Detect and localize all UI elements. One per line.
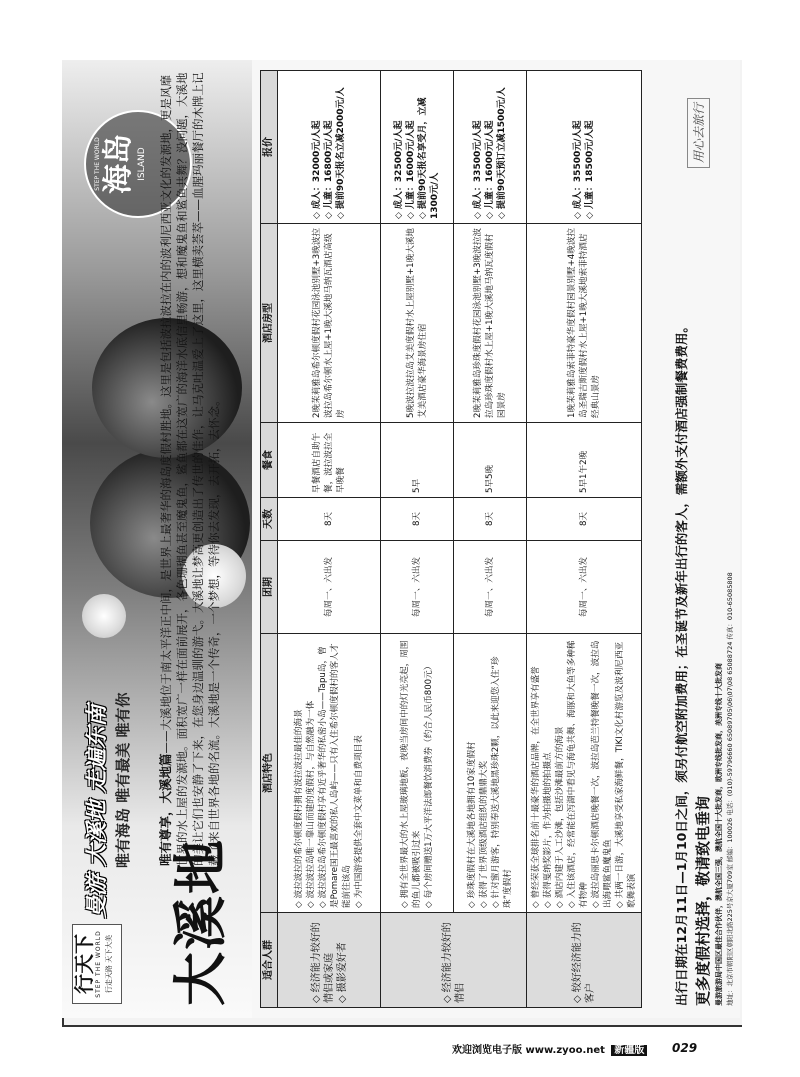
diamond-icon: ◇	[573, 212, 583, 219]
price-cell	[278, 71, 381, 224]
meals-cell: 早餐酒店自助午餐，波拉波拉全早晚餐	[278, 423, 381, 498]
schedule-cell: 每周一、六出发	[278, 541, 381, 634]
price-item: ◇提前90天报名立减2000元/人	[336, 87, 346, 219]
diamond-icon: ◇	[406, 212, 416, 219]
feature-item: ◇曾经荣获全球排名前十最豪华的酒店品牌，在全世界享有盛誉	[531, 666, 541, 908]
price-cell	[527, 71, 642, 224]
diamond-icon: ◇	[555, 901, 565, 908]
diamond-icon: ◇	[400, 901, 410, 908]
price-item: ◇成人：35500元/人起	[573, 120, 583, 219]
suit-cell	[278, 913, 381, 1008]
feature-item: ◇波拉波拉岛唯一靠山而建的度假村，与自然融为一体	[306, 700, 316, 908]
feature-item: ◇获得戛纳奖影片，作为拍摄地的拍摄点	[543, 752, 553, 908]
feature-item: ◇珍珠度假村在大溪地各地拥有10家度假村	[467, 741, 477, 908]
meals-cell: 5早	[381, 423, 454, 498]
price-item: ◇儿童：16000元/人起	[406, 120, 416, 219]
footer-partners: 曼游旅游局中国区最佳合作伙伴，澳航全国三强，澳航全国十大批发商，欧洲专线批发商，美洲专线十大批发商	[715, 663, 723, 1006]
days-cell: 8天	[278, 498, 381, 541]
diamond-icon: ◇	[336, 995, 348, 1003]
col-schedule: 团期	[261, 541, 278, 634]
seal-ring-text: STEP THE WORLD	[94, 137, 101, 191]
seal-name: 海岛	[101, 134, 136, 194]
diamond-icon: ◇	[424, 901, 434, 908]
notice-text: 出行日期在12月11日—1月10日之间，须另付航空附加费用；在圣诞节及新年出行的客人，需额外支付酒店强制餐费费用。	[674, 320, 689, 1006]
diamond-icon: ◇	[615, 901, 625, 908]
price-cell	[454, 71, 527, 224]
meals-cell: 5早5晚	[454, 423, 527, 498]
price-item: ◇提前90天预订立减1500元/人	[497, 87, 507, 219]
suit-cell	[527, 913, 642, 1008]
feature-item: ◇波拉岛丽思卡尔顿酒店晚餐一次，波拉岛芭兰特餐晚餐一次，波拉岛出海喂鲨鱼魔鬼鱼	[591, 640, 613, 908]
features-cell	[278, 634, 381, 913]
feature-item: ◇获得了世界顶级酒店组织的鼎鼎大奖	[479, 760, 489, 908]
page-title: 大溪地	[168, 838, 232, 1006]
brand-slogan: 行走天路 天下大美	[105, 934, 113, 994]
price-item: ◇成人：32000元/人起	[312, 120, 322, 219]
price-item: ◇成人：33500元/人起	[473, 120, 483, 219]
diamond-icon: ◇	[485, 212, 495, 219]
footer-address: 地址：北京市朝阳区朝阳北路225号京大厦709室 邮编：100026 电话：(010)-59796660 65089705\06\07\08 65088724 传真：010-65085808	[726, 572, 734, 1006]
intro-body: ——大溪地位于南太平洋正中间，是世界上最奢华的海岛度假村胜地。这里是包括波拉波拉在内的波利尼西亚文化的发源地，更是风靡世界的水上屋的发源地。面积宽广一样在面前展开，各色珊瑚鱼甚至魔鬼鱼，鲨鱼都在这宽广的海洋水底信里畅游，想和魔鬼鱼和鲨鱼共舞？没问题，大溪地的美让它们也安静了下来，在您身边温驯的游弋。大溪地让梦高更创造出了传世的佳作，让马克吐温爱上了这里，这里横卖荟萃——血腥玛丽餐厅的木牌上记载了来自世界各地的名流。大溪地是一个传奇，一个梦想，等待你去发现，去开拓，去怀念。	[159, 72, 221, 866]
diamond-icon: ◇	[467, 901, 477, 908]
diamond-icon: ◇	[543, 901, 553, 908]
days-cell: 8天	[381, 498, 454, 541]
brand-name: 行天下	[72, 934, 96, 994]
package-table	[260, 70, 642, 1008]
bottom-strip	[452, 1041, 647, 1057]
rooms-cell: 5晚波拉波拉岛艾美度假村水上屋别墅+1晚大溪地艾美酒店豪华海景房住宿	[381, 224, 454, 423]
rooms-cell: 1晚茉莉雅岛索菲特豪华度假村园景别墅+4晚波拉岛圣瑞吉斯度假村水上屋+1晚大溪地索菲特酒店经典山景房	[527, 224, 642, 423]
price-item: ◇成人：32500元/人起	[394, 120, 404, 219]
intro-lead: 唯有尊享，大溪地篇	[158, 753, 173, 866]
diamond-icon: ◇	[567, 901, 577, 908]
diamond-icon: ◇	[312, 212, 322, 219]
table-header-row	[261, 71, 278, 1008]
diamond-icon: ◇	[491, 901, 501, 908]
signature-logo: 用心去旅行	[687, 98, 710, 168]
diamond-icon: ◇	[441, 995, 453, 1003]
diamond-icon: ◇	[473, 212, 483, 219]
diamond-icon: ◇	[479, 901, 489, 908]
headline-slogan: 曼游 大溪地 走遍东南	[85, 704, 110, 918]
diamond-icon: ◇	[354, 901, 364, 908]
suit-item: ◇摄影爱好者	[336, 942, 348, 1003]
price-item: ◇儿童：18500元/人起	[585, 120, 595, 219]
schedule-cell: 每周一、六出发	[527, 541, 642, 634]
price-item: ◇儿童：16800元/人起	[324, 120, 334, 219]
diamond-icon: ◇	[531, 901, 541, 908]
diamond-icon: ◇	[591, 901, 601, 908]
table-row	[527, 71, 642, 1008]
table-row	[381, 71, 454, 1008]
diamond-icon: ◇	[585, 212, 595, 219]
suit-cell	[381, 913, 527, 1008]
table-row	[454, 71, 527, 1008]
price-item: ◇提前90天报名享受月，立减1300元/人	[418, 97, 440, 219]
features-cell	[381, 634, 454, 913]
brand-english: STEP THE WORLD	[95, 930, 102, 998]
feature-item: ◇针对蜜月游客，特别奉送大溪地黑珍珠2颗，以此来迎您入住“珍珠”度假村	[491, 656, 513, 908]
feature-item: ◇为中国游客提供全套中文菜单和自费项目表	[354, 735, 364, 908]
seal-english: ISLAND	[137, 147, 147, 181]
price-cell	[381, 71, 454, 224]
website-link[interactable]: www.zyoo.net	[525, 1045, 605, 1056]
feature-item: ◇每个房间赠送1万大平洋法郎餐饮消费券（约合人民币800元）	[424, 661, 434, 908]
col-rooms: 酒店房型	[261, 224, 278, 423]
price-item: ◇儿童：16000元/人起	[485, 120, 495, 219]
schedule-cell: 每周一、六出发	[381, 541, 454, 634]
diamond-icon: ◇	[497, 212, 507, 219]
col-meals: 餐食	[261, 423, 278, 498]
diamond-icon: ◇	[294, 901, 304, 908]
brand-logo	[72, 924, 122, 1004]
diamond-icon: ◇	[572, 995, 583, 1003]
suit-item: ◇较好经济能力的客户	[572, 922, 596, 1003]
col-suit: 适合人群	[261, 913, 278, 1008]
table-row	[278, 71, 381, 1008]
advertisement	[62, 60, 740, 1018]
diamond-icon: ◇	[324, 212, 334, 219]
feature-item: ◇酒店内建于人工沙滩，包括沙滩最前方的海景	[555, 726, 565, 908]
sub-slogan: 唯有海岛 唯有最美 唯有你	[114, 692, 132, 868]
flower-icon-2	[82, 594, 126, 638]
meals-cell: 5早1午2晚	[527, 423, 642, 498]
rooms-cell: 2晚茉莉雅岛希尔顿度假村花园泳池别墅+3晚波拉波拉岛希尔顿水上屋+1晚大溪地马纳瓦酒店高级房	[278, 224, 381, 423]
edition-badge: 新疆版	[611, 1045, 647, 1056]
feature-item: ◇拥有全世界最大的水上屋玻璃地板，夜晚当房间中的灯光亮起，周围的鱼儿都被吸引过来	[400, 640, 422, 908]
bottom-text: 欢迎浏览电子版	[452, 1045, 522, 1056]
schedule-cell: 每周一、六出发	[454, 541, 527, 634]
suit-item: ◇经济能力较好的情侣	[441, 922, 466, 1003]
days-cell: 8天	[454, 498, 527, 541]
col-price: 报价	[261, 71, 278, 224]
page-number: 029	[672, 1041, 698, 1055]
feature-item: ◇波拉波拉的希尔顿度假村拥有波拉波拉最佳的海景	[294, 709, 304, 908]
feature-item: ◇入住该酒店，经常能在泻湖中看见与海龟共舞、海豚和大鱼等多种稀有物种	[567, 640, 589, 908]
diamond-icon: ◇	[394, 212, 404, 219]
diamond-icon: ◇	[336, 212, 346, 219]
features-cell	[527, 634, 642, 913]
call-to-action: 更多度假村选择，敬请致电垂询	[694, 795, 712, 1006]
diamond-icon: ◇	[310, 995, 322, 1003]
diamond-icon: ◇	[318, 901, 328, 908]
suit-item: ◇经济能力较好的情侣或家庭	[310, 922, 335, 1003]
feature-item: ◇波拉波拉岛希尔顿度假村享有近乎奢华的私密小岛——Tapu岛，曾是Pomare国王最喜欢的私人岛屿——只有入住希尔顿度假村的客人才能前往该岛	[318, 643, 352, 908]
features-cell	[454, 634, 527, 913]
col-features: 酒店特色	[261, 634, 278, 913]
diamond-icon: ◇	[306, 901, 316, 908]
days-cell: 8天	[527, 498, 642, 541]
col-days: 天数	[261, 498, 278, 541]
intro-paragraph	[158, 70, 222, 866]
feature-item: ◇共两一日游，大溪地享受私家海鲜餐，TIKI文化村游览及波利尼西亚歌舞表演	[615, 641, 637, 908]
rooms-cell: 2晚茉莉雅岛珍珠度假村花园泳池别墅+3晚波拉波拉岛珍珠度假村水上屋+1晚大溪地马纳瓦度假村园景房	[454, 224, 527, 423]
diamond-icon: ◇	[418, 212, 428, 219]
